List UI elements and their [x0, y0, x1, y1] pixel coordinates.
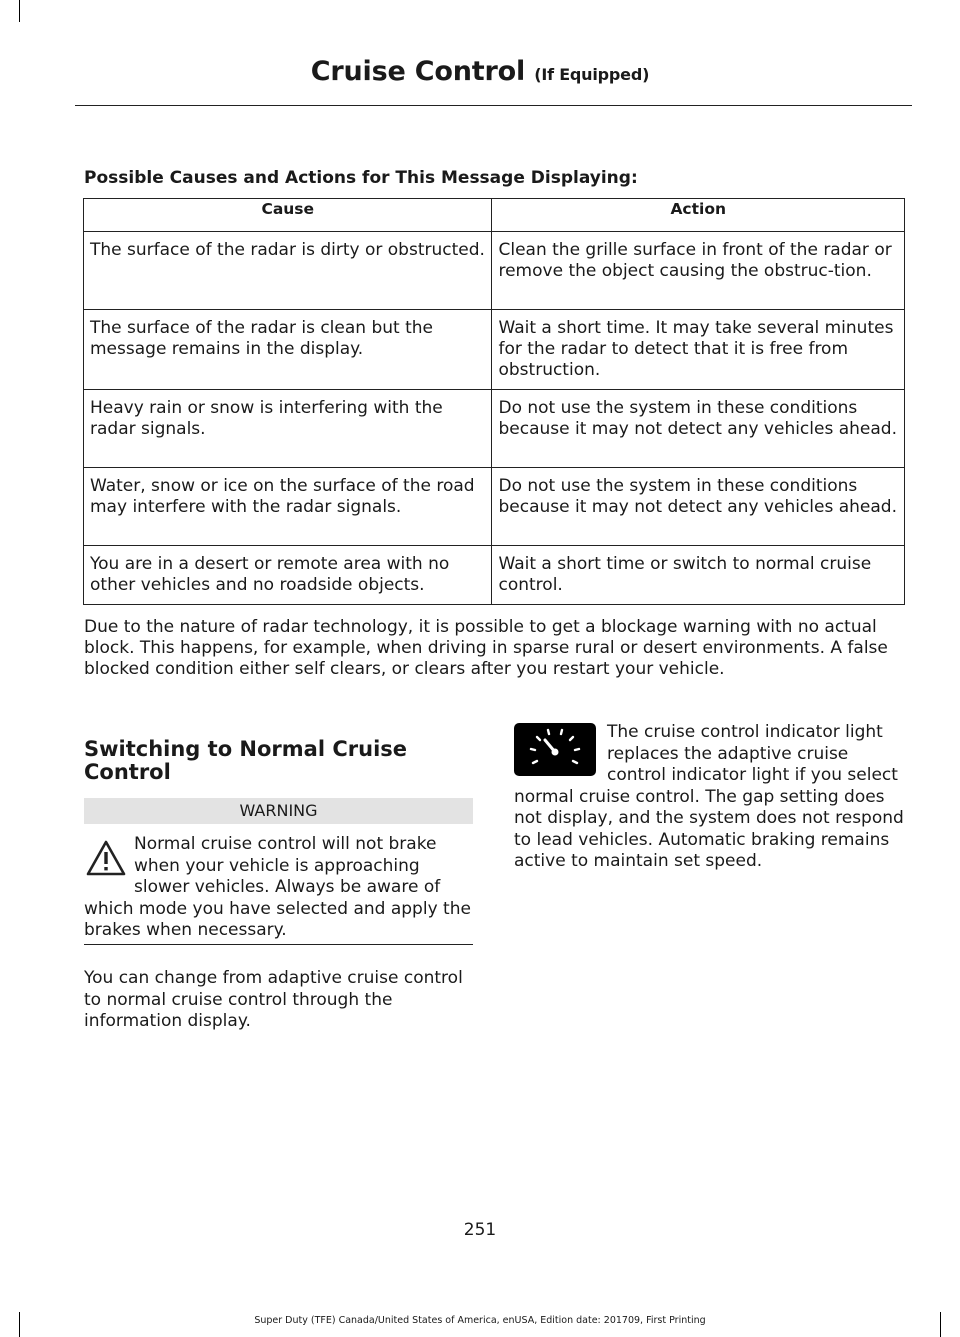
table-heading: Possible Causes and Actions for This Message Displaying:: [84, 168, 638, 188]
cause-cell: Heavy rain or snow is interfering with the radar signals.: [84, 390, 492, 468]
table-row: [84, 310, 905, 390]
warning-text-rest: which mode you have selected and apply the brakes when necessary.: [84, 898, 471, 940]
cause-cell: The surface of the radar is dirty or obstructed.: [84, 232, 492, 310]
indicator-paragraph-text: The cruise control indicator light replaces the adaptive cruise control indicator light if you select normal cruise control. The gap setting does not display, and the system does not respond to lead vehicles. Automatic braking remains active to maintain set speed.: [514, 722, 904, 871]
column-header-action: Action: [492, 199, 905, 232]
action-cell: Clean the grille surface in front of the radar or remove the object causing the obstruc-tion.: [492, 232, 905, 310]
warning-text: [84, 834, 473, 942]
action-cell: Do not use the system in these conditions because it may not detect any vehicles ahead.: [492, 468, 905, 546]
page-title: [0, 56, 960, 87]
table-row: [84, 390, 905, 468]
causes-actions-table: [83, 198, 905, 605]
warning-text-first: Normal cruise control will not brake when your vehicle is approaching slower vehicles. Always be aware of: [134, 834, 441, 897]
page-number: 251: [463, 1220, 497, 1240]
crop-mark: [19, 0, 20, 22]
section-title: Switching to Normal Cruise Control: [84, 737, 408, 784]
radar-note-paragraph: Due to the nature of radar technology, it is possible to get a blockage warning with no actual block. This happens, for example, when driving in sparse rural or desert environments. A false blocked condition either self clears, or clears after you restart your vehicle.: [84, 617, 888, 679]
indicator-paragraph: [514, 722, 906, 873]
edition-footer: Super Duty (TFE) Canada/United States of America, enUSA, Edition date: 201709, First Printing: [254, 1315, 706, 1326]
header-divider: [75, 105, 912, 106]
cause-cell: Water, snow or ice on the surface of the road may interfere with the radar signals.: [84, 468, 492, 546]
action-cell: Wait a short time or switch to normal cruise control.: [492, 546, 905, 605]
table-row: [84, 232, 905, 310]
warning-divider: [84, 944, 473, 945]
table-row: [84, 546, 905, 605]
cause-cell: You are in a desert or remote area with no other vehicles and no roadside objects.: [84, 546, 492, 605]
warning-label: WARNING: [84, 798, 473, 824]
change-mode-paragraph: You can change from adaptive cruise control to normal cruise control through the information display.: [84, 968, 463, 1031]
table-row: [84, 468, 905, 546]
page-title-main: Cruise Control: [310, 56, 525, 87]
page-title-subtitle: (If Equipped): [534, 65, 650, 84]
cause-cell: The surface of the radar is clean but the message remains in the display.: [84, 310, 492, 390]
action-cell: Wait a short time. It may take several minutes for the radar to detect that it is free from obstruction.: [492, 310, 905, 390]
action-cell: Do not use the system in these conditions because it may not detect any vehicles ahead.: [492, 390, 905, 468]
column-header-cause: Cause: [84, 199, 492, 232]
table-header-row: [84, 199, 905, 232]
icon-spacer: [514, 722, 607, 786]
